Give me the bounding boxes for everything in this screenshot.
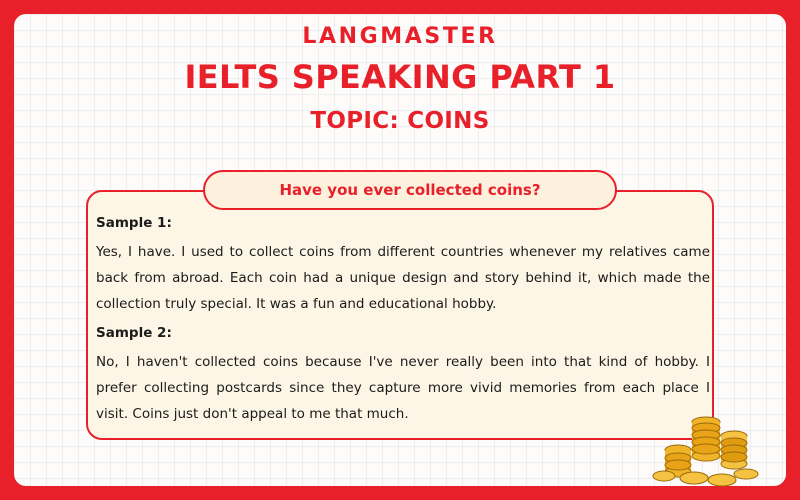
- samples-container: [96, 215, 710, 435]
- question-pill: [203, 170, 617, 210]
- sample-1-text: Yes, I have. I used to collect coins from different countries whenever my relatives came back from abroad. Each coin had a unique design and story behind it, which made the collection truly special. It was a fun and educational hobby.: [96, 244, 710, 312]
- corner-decoration-bottom-left: [0, 454, 46, 500]
- sample-2-text: No, I haven't collected coins because I've never really been into that kind of hobby. I prefer collecting postcards since they capture more vivid memories from each place I visit. Coins just don't appeal to me that much.: [96, 354, 710, 422]
- page-title: IELTS SPEAKING PART 1: [184, 58, 616, 96]
- brand-logo: LANGMASTER: [302, 24, 498, 49]
- page-subtitle: TOPIC: COINS: [310, 108, 490, 134]
- coins-stack-icon: [634, 402, 764, 492]
- question-text: Have you ever collected coins?: [279, 181, 541, 199]
- sample-2-label: Sample 2:: [96, 325, 172, 341]
- sample-1-label: Sample 1:: [96, 215, 172, 231]
